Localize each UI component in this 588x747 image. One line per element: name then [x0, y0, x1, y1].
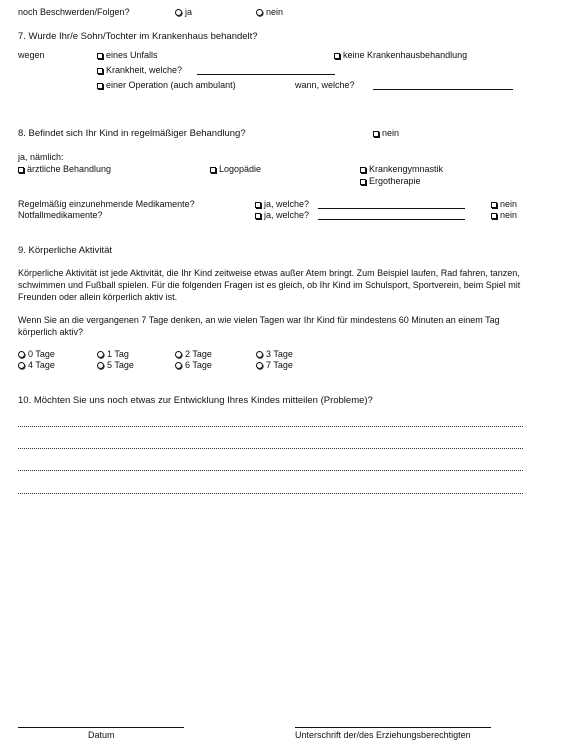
q7-title: 7. Wurde Ihr/e Sohn/Tochter im Krankenhaus behandelt? — [18, 31, 258, 42]
q8-medical-option[interactable]: ärztliche Behandlung — [18, 164, 111, 175]
q10-answer-line[interactable] — [18, 493, 523, 494]
q10-answer-line[interactable] — [18, 426, 523, 427]
q8-logo-option[interactable]: Logopädie — [210, 164, 261, 175]
checkbox-icon — [18, 167, 24, 173]
checkbox-icon — [334, 53, 340, 59]
q9-day-option[interactable]: 4 Tage — [18, 360, 55, 371]
radio-icon — [175, 351, 182, 358]
q9-day-option[interactable]: 6 Tage — [175, 360, 212, 371]
q9-day-option[interactable]: 2 Tage — [175, 349, 212, 360]
checkbox-icon — [360, 167, 366, 173]
followup-yes-option[interactable]: ja — [175, 7, 192, 18]
checkbox-icon — [491, 202, 497, 208]
checkbox-icon — [97, 68, 103, 74]
q8-meds-emergency-label: Notfallmedikamente? — [18, 210, 103, 220]
date-field[interactable] — [18, 727, 184, 728]
q7-no-hospital-option[interactable]: keine Krankenhausbehandlung — [334, 50, 467, 61]
q10-title: 10. Möchten Sie uns noch etwas zur Entwicklung Ihres Kindes mitteilen (Probleme)? — [18, 395, 373, 406]
q7-illness-option[interactable]: Krankheit, welche? — [97, 65, 182, 76]
q8-physio-option[interactable]: Krankengymnastik — [360, 164, 443, 175]
radio-icon — [175, 362, 182, 369]
radio-icon — [18, 351, 25, 358]
q7-when-label: wann, welche? — [295, 80, 355, 90]
q8-yes-namely: ja, nämlich: — [18, 152, 64, 162]
q8-meds-emergency-yes[interactable]: ja, welche? — [255, 210, 309, 221]
radio-icon — [97, 351, 104, 358]
q8-title: 8. Befindet sich Ihr Kind in regelmäßiger Behandlung? — [18, 128, 246, 139]
date-label: Datum — [88, 730, 115, 740]
signature-label: Unterschrift der/des Erziehungsberechtigten — [295, 730, 471, 740]
q8-meds-emergency-field[interactable] — [318, 219, 465, 220]
q9-day-option[interactable]: 0 Tage — [18, 349, 55, 360]
q9-day-option[interactable]: 5 Tage — [97, 360, 134, 371]
q10-answer-line[interactable] — [18, 470, 523, 471]
checkbox-icon — [255, 202, 261, 208]
q9-day-option[interactable]: 7 Tage — [256, 360, 293, 371]
followup-no-option[interactable]: nein — [256, 7, 283, 18]
q9-title: 9. Körperliche Aktivität — [18, 245, 112, 256]
checkbox-icon — [360, 179, 366, 185]
q8-no-option[interactable]: nein — [373, 128, 399, 139]
followup-question: noch Beschwerden/Folgen? — [18, 7, 130, 17]
radio-icon — [256, 351, 263, 358]
radio-icon — [97, 362, 104, 369]
q9-day-option[interactable]: 1 Tag — [97, 349, 129, 360]
q8-meds-regular-no[interactable]: nein — [491, 199, 517, 210]
q7-when-field[interactable] — [373, 89, 513, 90]
q7-operation-option[interactable]: einer Operation (auch ambulant) — [97, 80, 236, 91]
signature-field[interactable] — [295, 727, 491, 728]
q7-accident-option[interactable]: eines Unfalls — [97, 50, 158, 61]
q7-lead: wegen — [18, 50, 45, 60]
radio-icon — [256, 362, 263, 369]
checkbox-icon — [97, 83, 103, 89]
q8-ergo-option[interactable]: Ergotherapie — [360, 176, 421, 187]
q7-illness-field[interactable] — [197, 74, 335, 75]
q10-answer-line[interactable] — [18, 448, 523, 449]
q8-meds-regular-label: Regelmäßig einzunehmende Medikamente? — [18, 199, 195, 209]
checkbox-icon — [373, 131, 379, 137]
q9-day-option[interactable]: 3 Tage — [256, 349, 293, 360]
radio-icon — [18, 362, 25, 369]
checkbox-icon — [255, 213, 261, 219]
checkbox-icon — [97, 53, 103, 59]
q8-meds-emergency-no[interactable]: nein — [491, 210, 517, 221]
q8-meds-regular-field[interactable] — [318, 208, 465, 209]
q8-meds-regular-yes[interactable]: ja, welche? — [255, 199, 309, 210]
q9-intro-paragraph: Körperliche Aktivität ist jede Aktivität, die Ihr Kind zeitweise etwas außer Atem bringt. Zum Beispiel laufen, Rad fahren, tanzen, schwimmen und Fußball spielen. Für die folgenden Fragen ist es gleich, ob Ihr Kind im Schulsport, Sportverein, beim Spiel mit Freunden oder allein körperlich aktiv ist. — [18, 268, 521, 302]
checkbox-icon — [210, 167, 216, 173]
checkbox-icon — [491, 213, 497, 219]
radio-icon — [256, 9, 263, 16]
radio-icon — [175, 9, 182, 16]
q9-question-paragraph: Wenn Sie an die vergangenen 7 Tage denken, an wie vielen Tagen war Ihr Kind für mindestens 60 Minuten an einem Tag körperlich aktiv? — [18, 315, 500, 337]
